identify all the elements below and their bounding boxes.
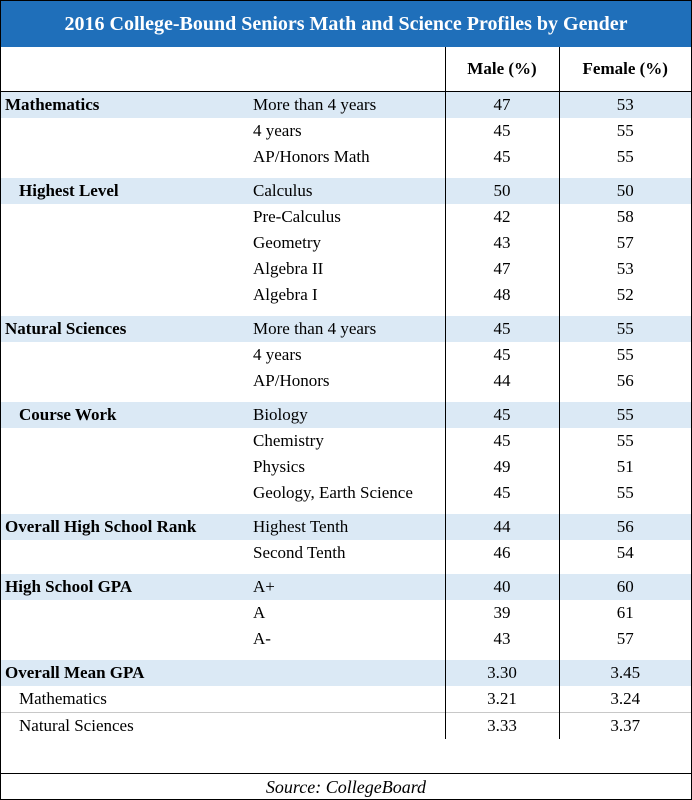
row-category: Natural Sciences bbox=[1, 316, 249, 342]
row-male: 42 bbox=[445, 204, 559, 230]
row-female: 52 bbox=[559, 282, 691, 308]
table-row bbox=[1, 428, 691, 454]
row-item: More than 4 years bbox=[249, 92, 445, 119]
row-category: Mathematics bbox=[19, 689, 107, 708]
row-item bbox=[249, 686, 445, 713]
row-category bbox=[1, 282, 249, 308]
row-male: 45 bbox=[445, 316, 559, 342]
row-male: 50 bbox=[445, 178, 559, 204]
row-female: 3.37 bbox=[559, 713, 691, 740]
row-item bbox=[249, 660, 445, 686]
row-male: 47 bbox=[445, 256, 559, 282]
row-category: Natural Sciences bbox=[1, 713, 249, 740]
table-row bbox=[1, 454, 691, 480]
table-row bbox=[1, 600, 691, 626]
table-row bbox=[1, 118, 691, 144]
row-category bbox=[1, 144, 249, 170]
row-male: 3.30 bbox=[445, 660, 559, 686]
table-title: 2016 College-Bound Seniors Math and Science Profiles by Gender bbox=[1, 1, 691, 47]
row-female: 55 bbox=[559, 480, 691, 506]
row-category bbox=[1, 480, 249, 506]
spacer-row bbox=[1, 170, 691, 178]
row-female: 3.45 bbox=[559, 660, 691, 686]
source-note: Source: CollegeBoard bbox=[1, 773, 691, 800]
row-item: Algebra I bbox=[253, 285, 318, 304]
row-item: Second Tenth bbox=[253, 543, 346, 562]
table-row bbox=[1, 368, 691, 394]
spacer-row bbox=[1, 308, 691, 316]
row-female: 50 bbox=[559, 178, 691, 204]
spacer-row bbox=[1, 394, 691, 402]
table-row bbox=[1, 342, 691, 368]
row-category bbox=[1, 342, 249, 368]
header-female: Female (%) bbox=[559, 47, 691, 92]
spacer-row bbox=[1, 506, 691, 514]
row-item: Physics bbox=[253, 457, 305, 476]
row-category bbox=[1, 256, 249, 282]
row-item: A+ bbox=[249, 574, 445, 600]
header-male: Male (%) bbox=[445, 47, 559, 92]
row-female: 61 bbox=[559, 600, 691, 626]
row-male: 47 bbox=[445, 92, 559, 119]
table-row bbox=[1, 256, 691, 282]
table-row bbox=[1, 514, 691, 540]
table-row bbox=[1, 660, 691, 686]
row-male: 3.33 bbox=[445, 713, 559, 740]
row-category: Course Work bbox=[1, 402, 249, 428]
table-row bbox=[1, 713, 691, 740]
row-item: Pre-Calculus bbox=[253, 207, 341, 226]
row-female: 55 bbox=[559, 402, 691, 428]
table-row bbox=[1, 686, 691, 713]
row-male: 45 bbox=[445, 428, 559, 454]
table-row bbox=[1, 92, 691, 119]
row-female: 51 bbox=[559, 454, 691, 480]
table-row bbox=[1, 230, 691, 256]
row-male: 43 bbox=[445, 626, 559, 652]
row-female: 55 bbox=[559, 118, 691, 144]
row-item: 4 years bbox=[253, 345, 302, 364]
row-male: 3.21 bbox=[445, 686, 559, 713]
row-female: 58 bbox=[559, 204, 691, 230]
header-blank bbox=[1, 47, 249, 92]
row-male: 45 bbox=[445, 118, 559, 144]
header-blank bbox=[249, 47, 445, 92]
row-category: High School GPA bbox=[1, 574, 249, 600]
row-male: 45 bbox=[445, 144, 559, 170]
table-row bbox=[1, 204, 691, 230]
row-male: 43 bbox=[445, 230, 559, 256]
row-item: AP/Honors bbox=[253, 371, 330, 390]
row-female: 55 bbox=[559, 428, 691, 454]
profile-table bbox=[1, 47, 691, 739]
table-row bbox=[1, 144, 691, 170]
row-category: Overall High School Rank bbox=[1, 514, 249, 540]
row-category bbox=[1, 626, 249, 652]
row-category: Highest Level bbox=[1, 178, 249, 204]
row-item: Highest Tenth bbox=[249, 514, 445, 540]
row-item: A bbox=[253, 603, 266, 622]
row-male: 39 bbox=[445, 600, 559, 626]
table-row bbox=[1, 316, 691, 342]
row-item: Biology bbox=[249, 402, 445, 428]
row-item bbox=[249, 713, 445, 740]
row-category: Mathematics bbox=[1, 92, 249, 119]
row-category bbox=[1, 454, 249, 480]
row-category bbox=[1, 118, 249, 144]
row-female: 57 bbox=[559, 626, 691, 652]
row-category bbox=[1, 540, 249, 566]
row-male: 49 bbox=[445, 454, 559, 480]
spacer-row bbox=[1, 652, 691, 660]
row-female: 55 bbox=[559, 342, 691, 368]
row-item: A- bbox=[253, 629, 271, 648]
table-row bbox=[1, 540, 691, 566]
row-female: 53 bbox=[559, 92, 691, 119]
row-male: 40 bbox=[445, 574, 559, 600]
row-item: Geometry bbox=[253, 233, 321, 252]
row-item: More than 4 years bbox=[249, 316, 445, 342]
row-item: Calculus bbox=[249, 178, 445, 204]
row-item: Geology, Earth Science bbox=[253, 483, 413, 502]
row-category bbox=[1, 368, 249, 394]
table-row bbox=[1, 402, 691, 428]
row-category bbox=[1, 204, 249, 230]
row-male: 45 bbox=[445, 342, 559, 368]
header-row bbox=[1, 47, 691, 92]
row-female: 56 bbox=[559, 514, 691, 540]
row-male: 48 bbox=[445, 282, 559, 308]
row-female: 55 bbox=[559, 316, 691, 342]
row-male: 45 bbox=[445, 402, 559, 428]
row-female: 57 bbox=[559, 230, 691, 256]
row-category: Overall Mean GPA bbox=[1, 660, 249, 686]
spacer-row bbox=[1, 566, 691, 574]
table-row bbox=[1, 178, 691, 204]
row-female: 55 bbox=[559, 144, 691, 170]
row-category bbox=[1, 428, 249, 454]
row-female: 3.24 bbox=[559, 686, 691, 713]
row-female: 56 bbox=[559, 368, 691, 394]
row-male: 44 bbox=[445, 514, 559, 540]
table-row bbox=[1, 282, 691, 308]
row-item: Algebra II bbox=[253, 259, 324, 278]
row-category bbox=[1, 600, 249, 626]
row-female: 60 bbox=[559, 574, 691, 600]
row-male: 46 bbox=[445, 540, 559, 566]
row-female: 54 bbox=[559, 540, 691, 566]
row-female: 53 bbox=[559, 256, 691, 282]
table-row bbox=[1, 626, 691, 652]
row-item: Chemistry bbox=[253, 431, 324, 450]
row-male: 44 bbox=[445, 368, 559, 394]
row-item: 4 years bbox=[253, 121, 302, 140]
table-row bbox=[1, 480, 691, 506]
row-male: 45 bbox=[445, 480, 559, 506]
row-category bbox=[1, 230, 249, 256]
table-row bbox=[1, 574, 691, 600]
row-item: AP/Honors Math bbox=[253, 147, 370, 166]
